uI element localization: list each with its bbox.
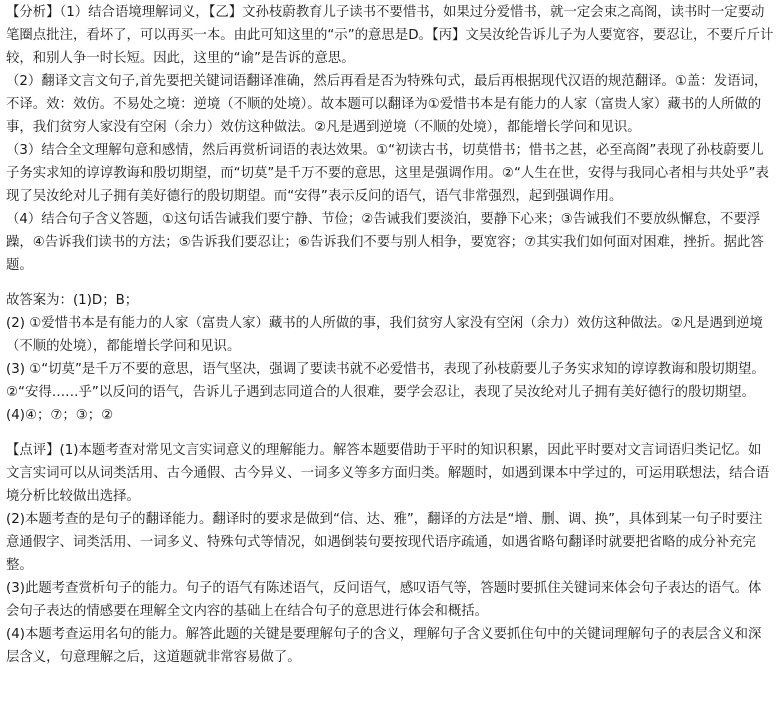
comment-paragraph-1: 【点评】(1)本题考查对常见文言实词意义的理解能力。解答本题要借助于平时的知识积累，因此平时要对文言词语归类记忆。如文言实词可以从词类活用、古今通假、古今异义、一词多义等多方面归类。解题时，如遇到课本中学过的，可运用联想法，结合语境分析比较做出选择。 <box>6 443 770 504</box>
comment-paragraph-2: (2)本题考查的是句子的翻译能力。翻译时的要求是做到“信、达、雅”，翻译的方法是“增、删、调、换”，具体到某一句子时要注意通假字、词类活用、一词多义、特殊句式等情况，如遇倒装句要按现代语序疏通，如遇省略句翻译时就要把省略的成分补充完整。 <box>6 512 763 573</box>
analysis-section <box>6 1 774 277</box>
answer-section <box>6 289 774 427</box>
analysis-paragraph-4: （4）结合句子含义答题，①这句话告诫我们要宁静、节俭；②告诫我们要淡泊，要静下心来；③告诫我们不要放纵懈怠，不要浮躁，④告诉我们读书的方法；⑤告诉我们要忍让；⑥告诉我们不要与别人相争，要宽容；⑦其实我们如何面对困难，挫折。据此答题。 <box>6 212 764 273</box>
answer-line-2: (2) ①爱惜书本是有能力的人家（富贵人家）藏书的人所做的事，我们贫穷人家没有空闲（余力）效仿这种做法。②凡是遇到逆境（不顺的处境），都能增长学问和见识。 <box>6 316 763 354</box>
comment-section <box>6 439 774 669</box>
answer-line-3: (3) ①“切莫”是千万不要的意思，语气坚决，强调了要读书就不必爱惜书，表现了孙枝蔚要儿子务实求知的谆谆教诲和殷切期望。②“安得……乎”以反问的语气，告诉儿子遇到志同道合的人很难，要学会忍让，表现了吴汝纶对儿子拥有美好德行的殷切期望。 <box>6 362 765 400</box>
answer-line-4: (4)④；⑦；③；② <box>6 408 114 423</box>
analysis-paragraph-2: （2）翻译文言文句子,首先要把关键词语翻译准确，然后再看是否为特殊句式，最后再根据现代汉语的规范翻译。①盖：发语词，不译。效：效仿。不易处之境：逆境（不顺的处境）。故本题可以翻译为①爱惜书本是有能力的人家（富贵人家）藏书的人所做的事，我们贫穷人家没有空闲（余力）效仿这种做法。②凡是遇到逆境（不顺的处境），都能增长学问和见识。 <box>6 74 768 135</box>
section-spacer <box>6 427 774 439</box>
analysis-paragraph-3: （3）结合全文理解句意和感情，然后再赏析词语的表达效果。①“初读古书，切莫惜书；惜书之甚，必至高阁”表现了孙枝蔚要儿子务实求知的谆谆教诲和殷切期望，而“切莫”是千万不要的意思，这里是强调作用。②“人生在世，安得与我同心者相与共处乎”表现了吴汝纶对儿子拥有美好德行的殷切期望。而“安得”表示反问的语气，语气非常强烈，起到强调作用。 <box>6 143 769 204</box>
analysis-paragraph-1: 【分析】（1）结合语境理解词义，【乙】文孙枝蔚教育儿子读书不要惜书，如果过分爱惜书，就一定会束之高阁，读书时一定要动笔圈点批注，看坏了，可以再买一本。由此可知这里的“示”的意思是D。【丙】文吴汝纶告诉儿子为人要宽容，要忍让，不要斤斤计较，和别人争一时长短。因此，这里的“谕”是告诉的意思。 <box>6 5 774 66</box>
answer-line-1: 故答案为：(1)D；B； <box>6 293 139 308</box>
comment-paragraph-4: (4)本题考查运用名句的能力。解答此题的关键是要理解句子的含义，理解句子含义要抓住句中的关键词理解句子的表层含义和深层含义，句意理解之后，这道题就非常容易做了。 <box>6 627 762 665</box>
comment-paragraph-3: (3)此题考查赏析句子的能力。句子的语气有陈述语气，反问语气，感叹语气等，答题时要抓住关键词来体会句子表达的语气。体会句子表达的情感要在理解全文内容的基础上在结合句子的意思进行体会和概括。 <box>6 581 762 619</box>
section-spacer <box>6 277 774 289</box>
